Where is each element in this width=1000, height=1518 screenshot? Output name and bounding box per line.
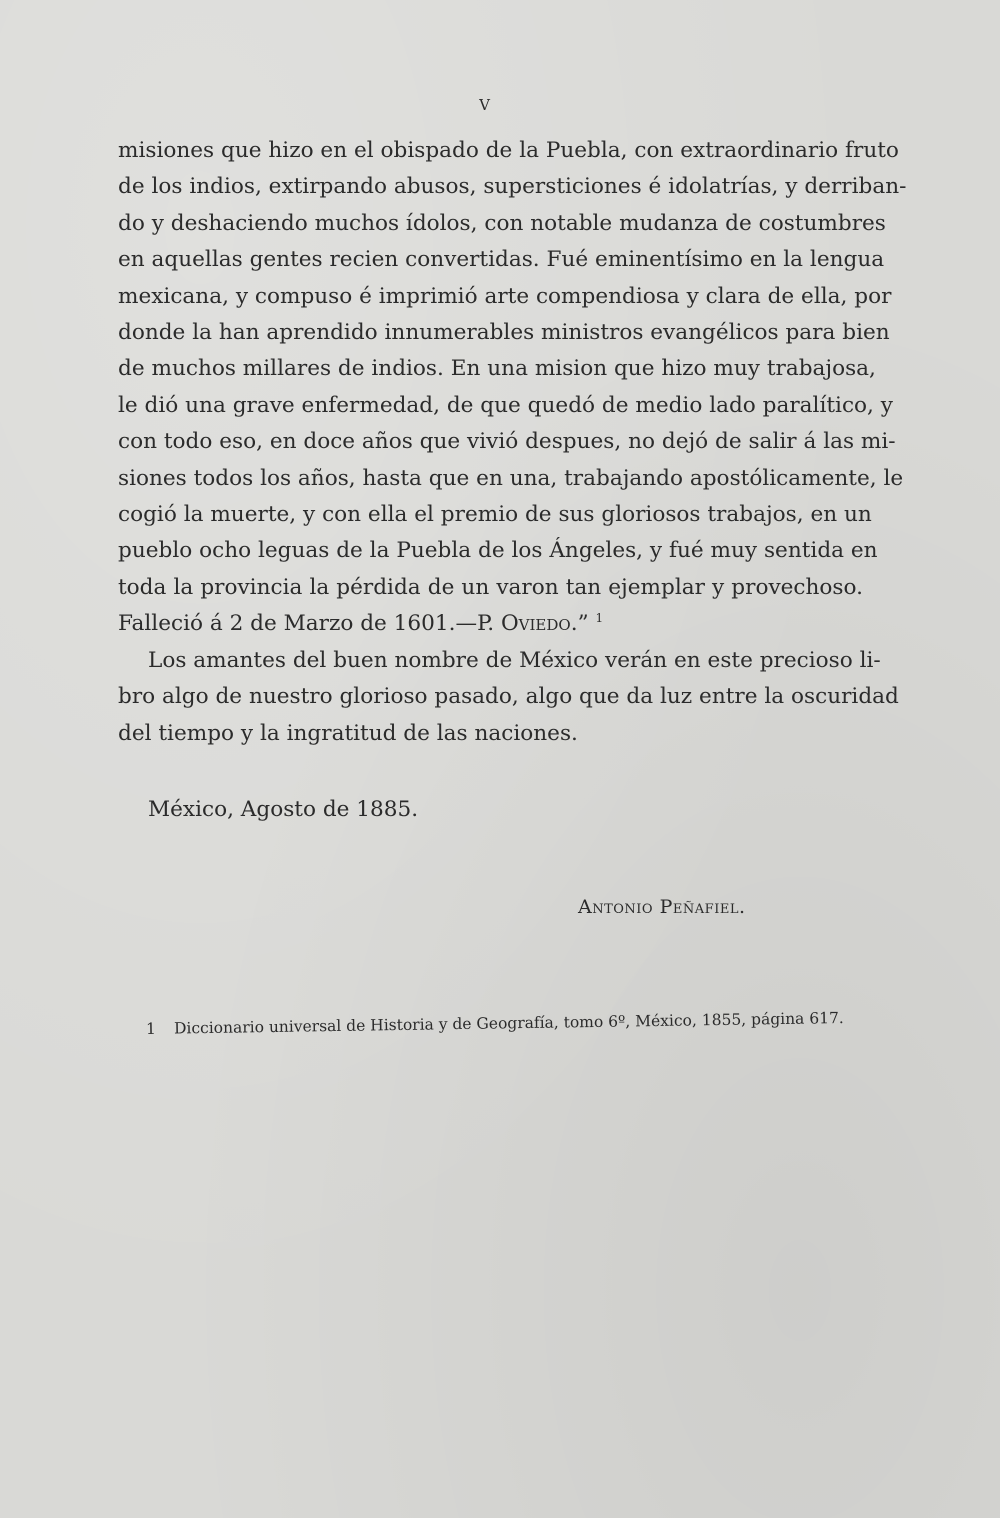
text-line: do y deshaciendo muchos ídolos, con notable mudanza de costumbres xyxy=(118,210,886,236)
signature: Antonio Peñafiel. xyxy=(578,896,746,918)
closing-line xyxy=(118,606,863,642)
text-line: Los amantes del buen nombre de México verán en este precioso li- xyxy=(148,647,881,673)
text-line: le dió una grave enfermedad, de que quedó de medio lado paralítico, y xyxy=(118,392,893,418)
text-line: pueblo ocho leguas de la Puebla de los Ángeles, y fué muy sentida en xyxy=(118,538,878,564)
text-line: siones todos los años, hasta que en una, trabajando apostólicamente, le xyxy=(118,465,904,491)
page-number: V xyxy=(479,96,491,114)
text-line: bro algo de nuestro glorioso pasado, algo que da luz entre la oscuridad xyxy=(118,684,899,710)
dateline: México, Agosto de 1885. xyxy=(148,797,419,822)
text-line: misiones que hizo en el obispado de la Puebla, con extraordinario fruto xyxy=(118,138,899,163)
text-line: en aquellas gentes recien convertidas. Fué eminentísimo en la lengua xyxy=(118,247,885,273)
closing-text: Falleció á 2 de Marzo de 1601.—P. xyxy=(118,611,501,637)
text-line: toda la provincia la pérdida de un varon tan ejemplar y provechoso. xyxy=(118,574,863,600)
text-line: del tiempo y la ingratitud de las naciones. xyxy=(118,720,578,746)
text-line: de muchos millares de indios. En una mision que hizo muy trabajosa, xyxy=(118,356,876,382)
text-line: cogió la muerte, y con ella el premio de sus gloriosos trabajos, en un xyxy=(118,502,872,528)
text-line: con todo eso, en doce años que vivió despues, no dejó de salir á las mi- xyxy=(118,429,896,455)
footnote xyxy=(146,1009,844,1038)
closing-quote-mark: ” xyxy=(577,611,589,637)
footnote-text: Diccionario universal de Historia y de Geografía, tomo 6º, México, 1855, página 617. xyxy=(173,1009,844,1038)
main-text xyxy=(118,133,907,752)
footnote-reference: 1 xyxy=(595,611,604,626)
text-line: mexicana, y compuso é imprimió arte compendiosa y clara de ella, por xyxy=(118,283,892,309)
footnote-number: 1 xyxy=(145,1019,157,1038)
text-line: de los indios, extirpando abusos, supersticiones é idolatrías, y derriban- xyxy=(118,174,907,200)
text-line: donde la han aprendido innumerables ministros evangélicos para bien xyxy=(118,320,890,346)
closing-author: Oviedo. xyxy=(500,611,578,637)
